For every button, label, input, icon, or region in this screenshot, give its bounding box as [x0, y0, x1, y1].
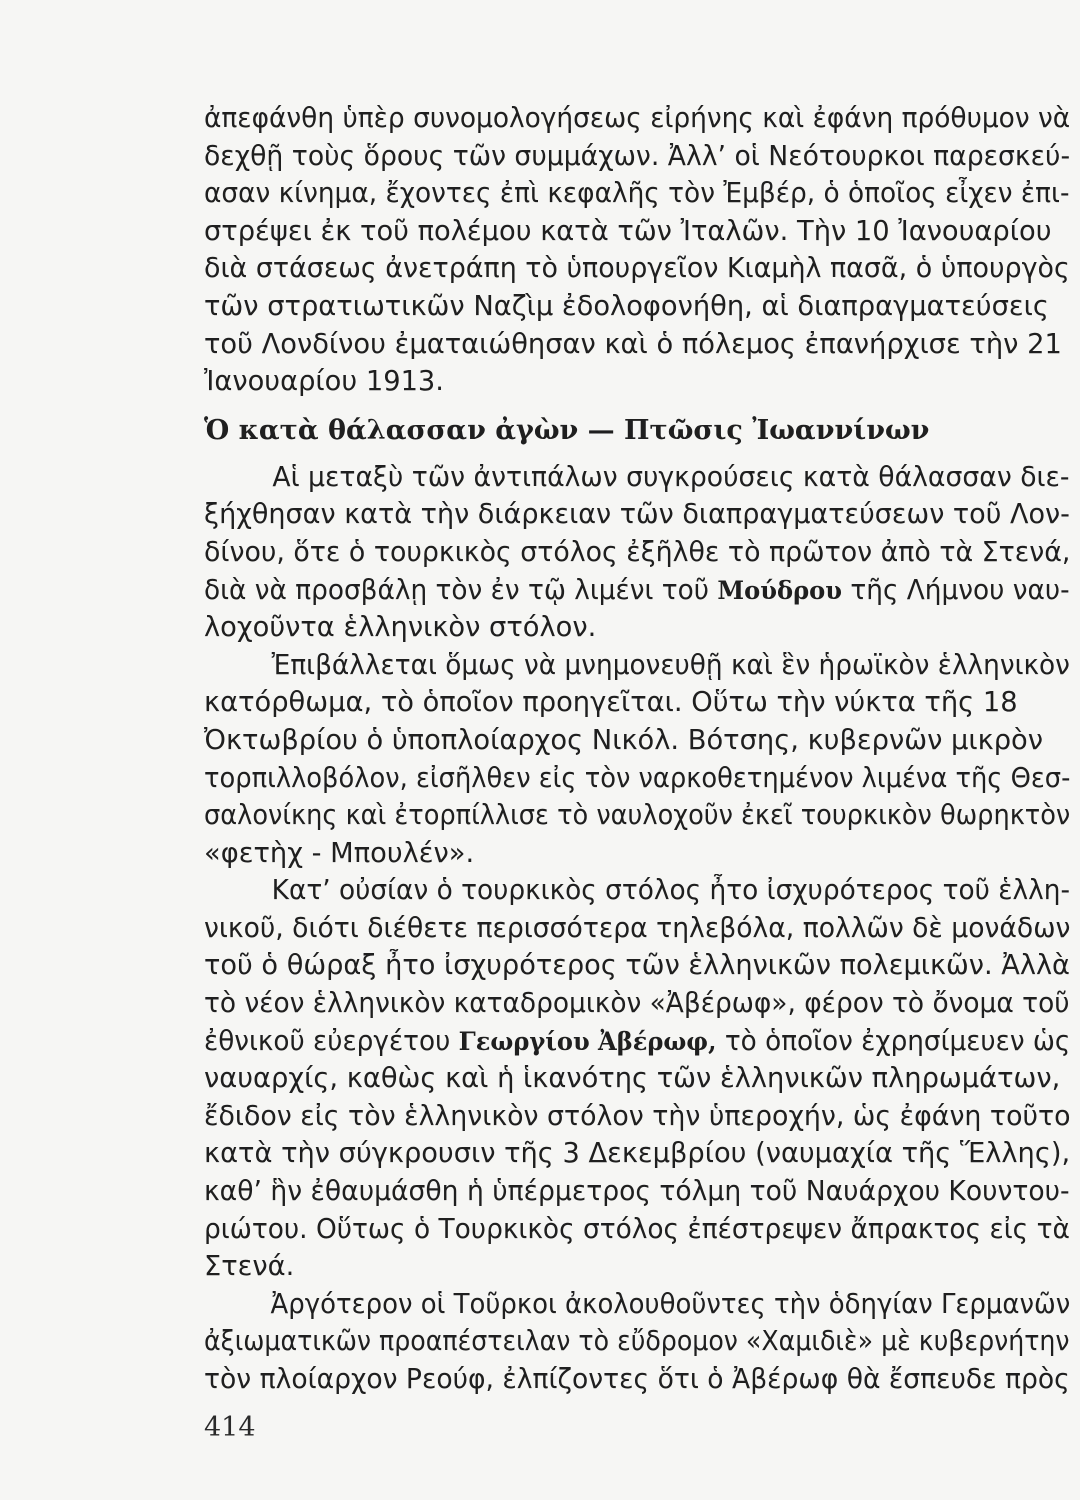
paragraph-5 — [204, 1286, 1080, 1399]
text-line: διὰ στάσεως ἀνετράπη τὸ ὑπουργεῖον Κιαμὴλ πασᾶ, ὁ ὑπουργὸς — [204, 253, 1070, 285]
bold-place-name: Μούδρου — [717, 575, 842, 605]
text-line: σαλονίκης καὶ ἐτορπίλλισε τὸ ναυλοχοῦν ἐκεῖ τουρκικὸν θωρηκτὸν — [204, 800, 1071, 832]
text-line: τοῦ Λονδίνου ἐματαιώθησαν καὶ ὁ πόλεμος ἐπανήρχισε τὴν 21 — [204, 328, 1062, 360]
text-line: Ἰανουαρίου 1913. — [204, 366, 444, 398]
text-segment: τὸ ὁποῖον ἐχρησίμευεν ὡς — [716, 1025, 1071, 1057]
page-number: 414 — [204, 1412, 256, 1443]
text-line: τοῦ ὁ θώραξ ἦτο ἰσχυρότερος τῶν ἑλληνικῶν πολεμικῶν. Ἀλλὰ — [204, 950, 1070, 982]
text-line: Κατ’ οὐσίαν ὁ τουρκικὸς στόλος ἦτο ἰσχυρότερος τοῦ ἑλλη- — [271, 875, 1071, 907]
text-line: δεχθῇ τοὺς ὅρους τῶν συμμάχων. Ἀλλ’ οἱ Νεότουρκοι παρεσκεύ- — [204, 140, 1071, 172]
text-line — [204, 1023, 1071, 1061]
text-line: Ὀκτωβρίου ὁ ὑποπλοίαρχος Νικόλ. Βότσης, κυβερνῶν μικρὸν — [204, 724, 1043, 756]
text-line: τορπιλλοβόλον, εἰσῆλθεν εἰς τὸν ναρκοθετημένον λιμένα τῆς Θεσ- — [204, 762, 1071, 794]
text-line: ξήχθησαν κατὰ τὴν διάρκειαν τῶν διαπραγματεύσεων τοῦ Λον- — [204, 499, 1070, 531]
text-line: κατὰ τὴν σύγκρουσιν τῆς 3 Δεκεμβρίου (ναυμαχία τῆς Ἕλλης), — [204, 1138, 1071, 1170]
text-line: τὸ νέον ἑλληνικὸν καταδρομικὸν «Ἀβέρωφ», φέρον τὸ ὄνομα τοῦ — [204, 988, 1070, 1020]
text-line: «φετὴχ - Μπουλέν». — [204, 837, 475, 869]
text-line: λοχοῦντα ἑλληνικὸν στόλον. — [204, 612, 597, 644]
section-heading: Ὁ κατὰ θάλασσαν ἀγὼν — Πτῶσις Ἰωαννίνων — [204, 414, 930, 446]
text-line: Αἱ μεταξὺ τῶν ἀντιπάλων συγκρούσεις κατὰ θάλασσαν διε- — [272, 461, 1070, 493]
text-line: Ἐπιβάλλεται ὅμως νὰ μνημονευθῇ καὶ ἓν ἡρωϊκὸν ἑλληνικὸν — [271, 649, 1070, 681]
text-line: Ἀργότερον οἱ Τοῦρκοι ἀκολουθοῦντες τὴν ὁδηγίαν Γερμανῶν — [270, 1288, 1071, 1320]
text-line: κατόρθωμα, τὸ ὁποῖον προηγεῖται. Οὕτω τὴν νύκτα τῆς 18 — [204, 687, 1018, 719]
text-segment: διὰ νὰ προσβάλῃ τὸν ἐν τῷ λιμένι τοῦ — [204, 574, 718, 606]
text-line: ασαν κίνημα, ἔχοντες ἐπὶ κεφαλῆς τὸν Ἐμβέρ, ὁ ὁποῖος εἶχεν ἐπι- — [204, 178, 1070, 210]
paragraph-4 — [204, 872, 1080, 1286]
text-line: τὸν πλοίαρχον Ρεούφ, ἐλπίζοντες ὅτι ὁ Ἀβέρωφ θὰ ἔσπευδε πρὸς — [204, 1364, 1070, 1395]
paragraph-3 — [204, 647, 1080, 873]
text-line: ἀπεφάνθη ὑπὲρ συνομολογήσεως εἰρήνης καὶ ἐφάνη πρόθυμον νὰ — [204, 103, 1071, 134]
text-line: Στενά. — [204, 1251, 295, 1283]
text-line: ἀξιωματικῶν προαπέστειλαν τὸ εὔδρομον «Χαμιδιὲ» μὲ κυβερνήτην — [204, 1326, 1070, 1358]
text-line — [204, 572, 1070, 610]
paragraph-2 — [204, 459, 1080, 647]
page-body-text — [204, 100, 1080, 1399]
text-line: ναυαρχίς, καθὼς καὶ ἡ ἱκανότης τῶν ἑλληνικῶν πληρωμάτων, — [204, 1063, 1061, 1095]
paragraph-1 — [204, 100, 1080, 401]
text-line: ἔδιδον εἰς τὸν ἑλληνικὸν στόλον τὴν ὑπεροχήν, ὡς ἐφάνη τοῦτο — [204, 1100, 1071, 1132]
text-line: καθ’ ἣν ἐθαυμάσθη ἡ ὑπέρμετρος τόλμη τοῦ Ναυάρχου Κουντου- — [204, 1176, 1070, 1208]
text-segment: ἐθνικοῦ εὐεργέτου — [204, 1025, 459, 1057]
text-line: ριώτου. Οὕτως ὁ Τουρκικὸς στόλος ἐπέστρεψεν ἄπρακτος εἰς τὰ — [204, 1213, 1070, 1245]
bold-person-name: Γεωργίου Ἀβέρωφ, — [458, 1026, 717, 1056]
text-line: νικοῦ, διότι διέθετε περισσότερα τηλεβόλα, πολλῶν δὲ μονάδων — [204, 912, 1071, 944]
text-line: τῶν στρατιωτικῶν Ναζὶμ ἐδολοφονήθη, αἱ διαπραγματεύσεις — [204, 290, 1049, 322]
text-segment: τῆς Λήμνου ναυ- — [841, 574, 1070, 606]
text-line: δίνου, ὅτε ὁ τουρκικὸς στόλος ἐξῆλθε τὸ πρῶτον ἀπὸ τὰ Στενά, — [204, 536, 1071, 568]
text-line: στρέψει ἐκ τοῦ πολέμου κατὰ τῶν Ἰταλῶν. Τὴν 10 Ἰανουαρίου — [204, 215, 1052, 247]
